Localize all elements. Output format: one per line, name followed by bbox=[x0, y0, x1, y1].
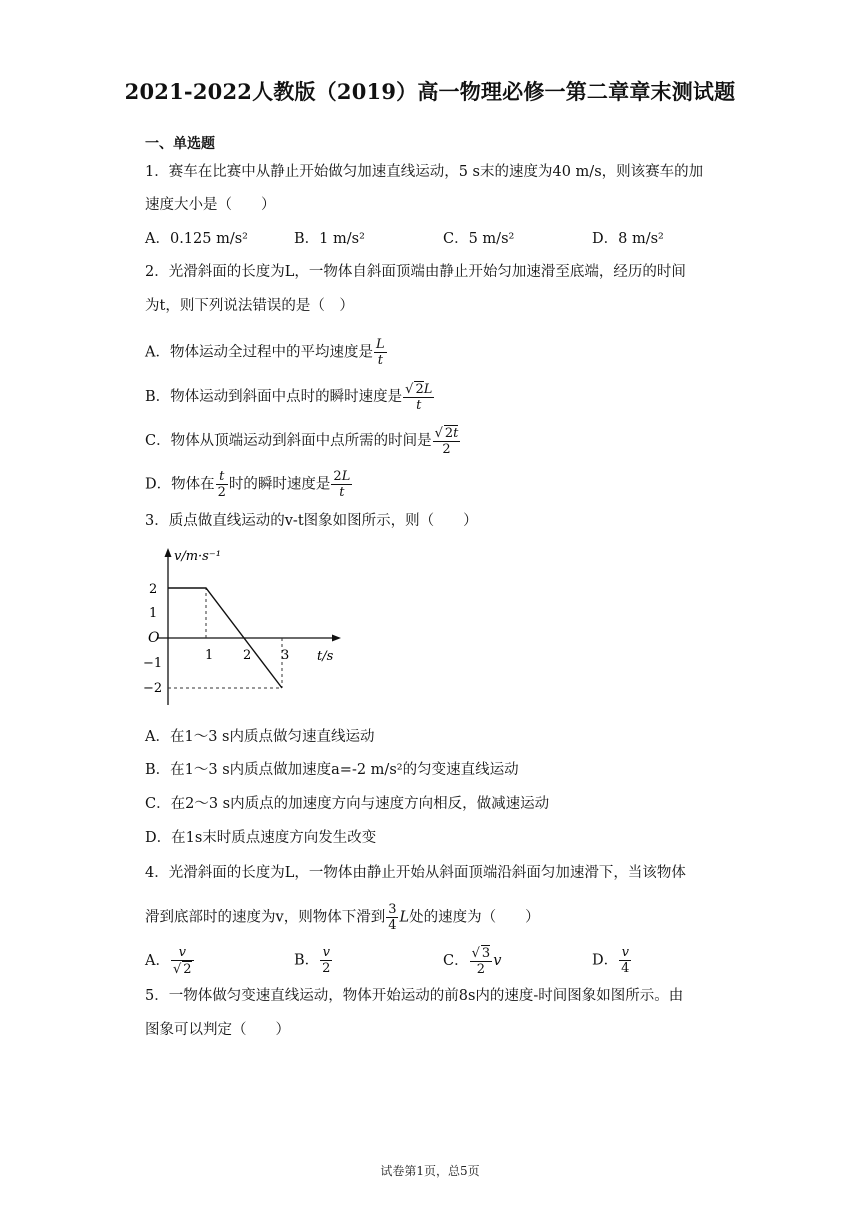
y-tick-label: −2 bbox=[143, 681, 163, 696]
fraction: $\frac{√ 2t}{2}$ bbox=[434, 426, 459, 457]
x-axis-label: t/s bbox=[317, 649, 334, 664]
q1-option-b: B．1 m/s² bbox=[294, 231, 365, 247]
section-heading: 一、单选题 bbox=[145, 136, 215, 152]
y-axis-arrow bbox=[165, 548, 172, 557]
y-tick-label: −1 bbox=[143, 656, 163, 671]
q4-stem-text: 滑到底部时的速度为v，则物体下滑到 bbox=[145, 909, 386, 926]
page-footer: 试卷第1页，总5页 bbox=[380, 1164, 480, 1178]
q5-stem-line2: 图象可以判定（ ） bbox=[145, 1022, 290, 1038]
q4-option-d-label: D． bbox=[592, 952, 619, 969]
y-tick-label: 1 bbox=[149, 606, 158, 621]
q2-option-a bbox=[145, 337, 388, 368]
q4-option-a-label: A． bbox=[145, 953, 170, 969]
q3-option-c: C．在2～3 s内质点的加速度方向与速度方向相反，做减速运动 bbox=[145, 796, 550, 812]
y-axis-label: v/m·s⁻¹ bbox=[174, 549, 221, 564]
q2-option-d-text2: 时的瞬时速度是 bbox=[228, 476, 331, 493]
fraction: $\frac{v}{√ 2}$ bbox=[172, 945, 192, 977]
q2-option-b bbox=[145, 381, 435, 413]
page-title: 2021-2022人教版（2019）高一物理必修一第二章章末测试题 bbox=[124, 79, 736, 104]
fraction: $\frac{t}{2}$ bbox=[217, 469, 226, 500]
q2-option-a-text: A．物体运动全过程中的平均速度是 bbox=[145, 344, 373, 361]
q3-option-d: D．在1s末时质点速度方向发生改变 bbox=[145, 830, 377, 846]
q4-stem-line2: 滑到底部时的速度为v，则物体下滑到 $\frac{3}{4}$ L处的速度为（ ） bbox=[145, 902, 540, 933]
q1-option-d: D．8 m/s² bbox=[592, 231, 664, 247]
q1-stem-line2: 速度大小是（ ） bbox=[145, 197, 276, 213]
x-tick-label: 1 bbox=[205, 648, 214, 663]
q4-option-b bbox=[294, 945, 333, 976]
x-tick-label: 3 bbox=[281, 648, 290, 663]
q2-stem-line1: 2．光滑斜面的长度为L，一物体自斜面顶端由静止开始匀加速滑至底端，经历的时间 bbox=[145, 264, 686, 280]
q2-option-c-text: C．物体从顶端运动到斜面中点所需的时间是 bbox=[145, 433, 432, 449]
q4-stem-text2: 处的速度为（ ） bbox=[409, 909, 540, 926]
q1-stem-line1: 1．赛车在比赛中从静止开始做匀加速直线运动，5 s末的速度为40 m/s，则该赛车的加 bbox=[145, 164, 704, 180]
q4-option-d bbox=[592, 945, 632, 976]
origin-label: O bbox=[148, 630, 160, 646]
q4-option-b-label: B． bbox=[294, 952, 320, 969]
q1-option-c: C．5 m/s² bbox=[443, 231, 515, 247]
q1-option-a: A．0.125 m/s² bbox=[145, 231, 248, 247]
q4-option-a bbox=[145, 945, 195, 977]
fraction: $\frac{3}{4}$ bbox=[388, 902, 397, 933]
fraction: $\frac{v}{4}$ bbox=[621, 945, 630, 976]
fraction: $\frac{2L}{t}$ bbox=[333, 469, 351, 500]
q4-option-c: C． $\frac{√ 3}{2}$ v bbox=[443, 946, 502, 977]
fraction: $\frac{√ 2L}{t}$ bbox=[405, 382, 433, 413]
y-tick-label: 2 bbox=[149, 582, 158, 597]
q2-option-b-text: B．物体运动到斜面中点时的瞬时速度是 bbox=[145, 389, 403, 405]
q4-stem-line1: 4．光滑斜面的长度为L，一物体由静止开始从斜面顶端沿斜面匀加速滑下，当该物体 bbox=[145, 865, 686, 881]
fraction: $\frac{√ 3}{2}$ bbox=[471, 946, 491, 977]
vt-graph bbox=[140, 540, 350, 710]
q5-stem-line1: 5．一物体做匀变速直线运动，物体开始运动的前8s内的速度-时间图象如图所示。由 bbox=[145, 988, 684, 1004]
q4-option-c-label: C． bbox=[443, 953, 469, 969]
fraction: $\frac{v}{2}$ bbox=[322, 945, 331, 976]
q3-option-a: A．在1～3 s内质点做匀速直线运动 bbox=[145, 729, 375, 745]
fraction: $\frac{L}{t}$ bbox=[375, 337, 385, 368]
q2-option-c bbox=[145, 425, 461, 457]
q2-option-d-text: D．物体在 bbox=[145, 476, 215, 493]
q2-option-d bbox=[145, 469, 353, 500]
x-tick-label: 2 bbox=[243, 648, 252, 663]
q2-stem-line2: 为t，则下列说法错误的是（ ） bbox=[145, 298, 354, 314]
q3-option-b: B．在1～3 s内质点做加速度a=-2 m/s²的匀变速直线运动 bbox=[145, 762, 519, 778]
x-axis-arrow bbox=[332, 635, 341, 642]
q3-stem: 3．质点做直线运动的v-t图象如图所示，则（ ） bbox=[145, 513, 478, 529]
